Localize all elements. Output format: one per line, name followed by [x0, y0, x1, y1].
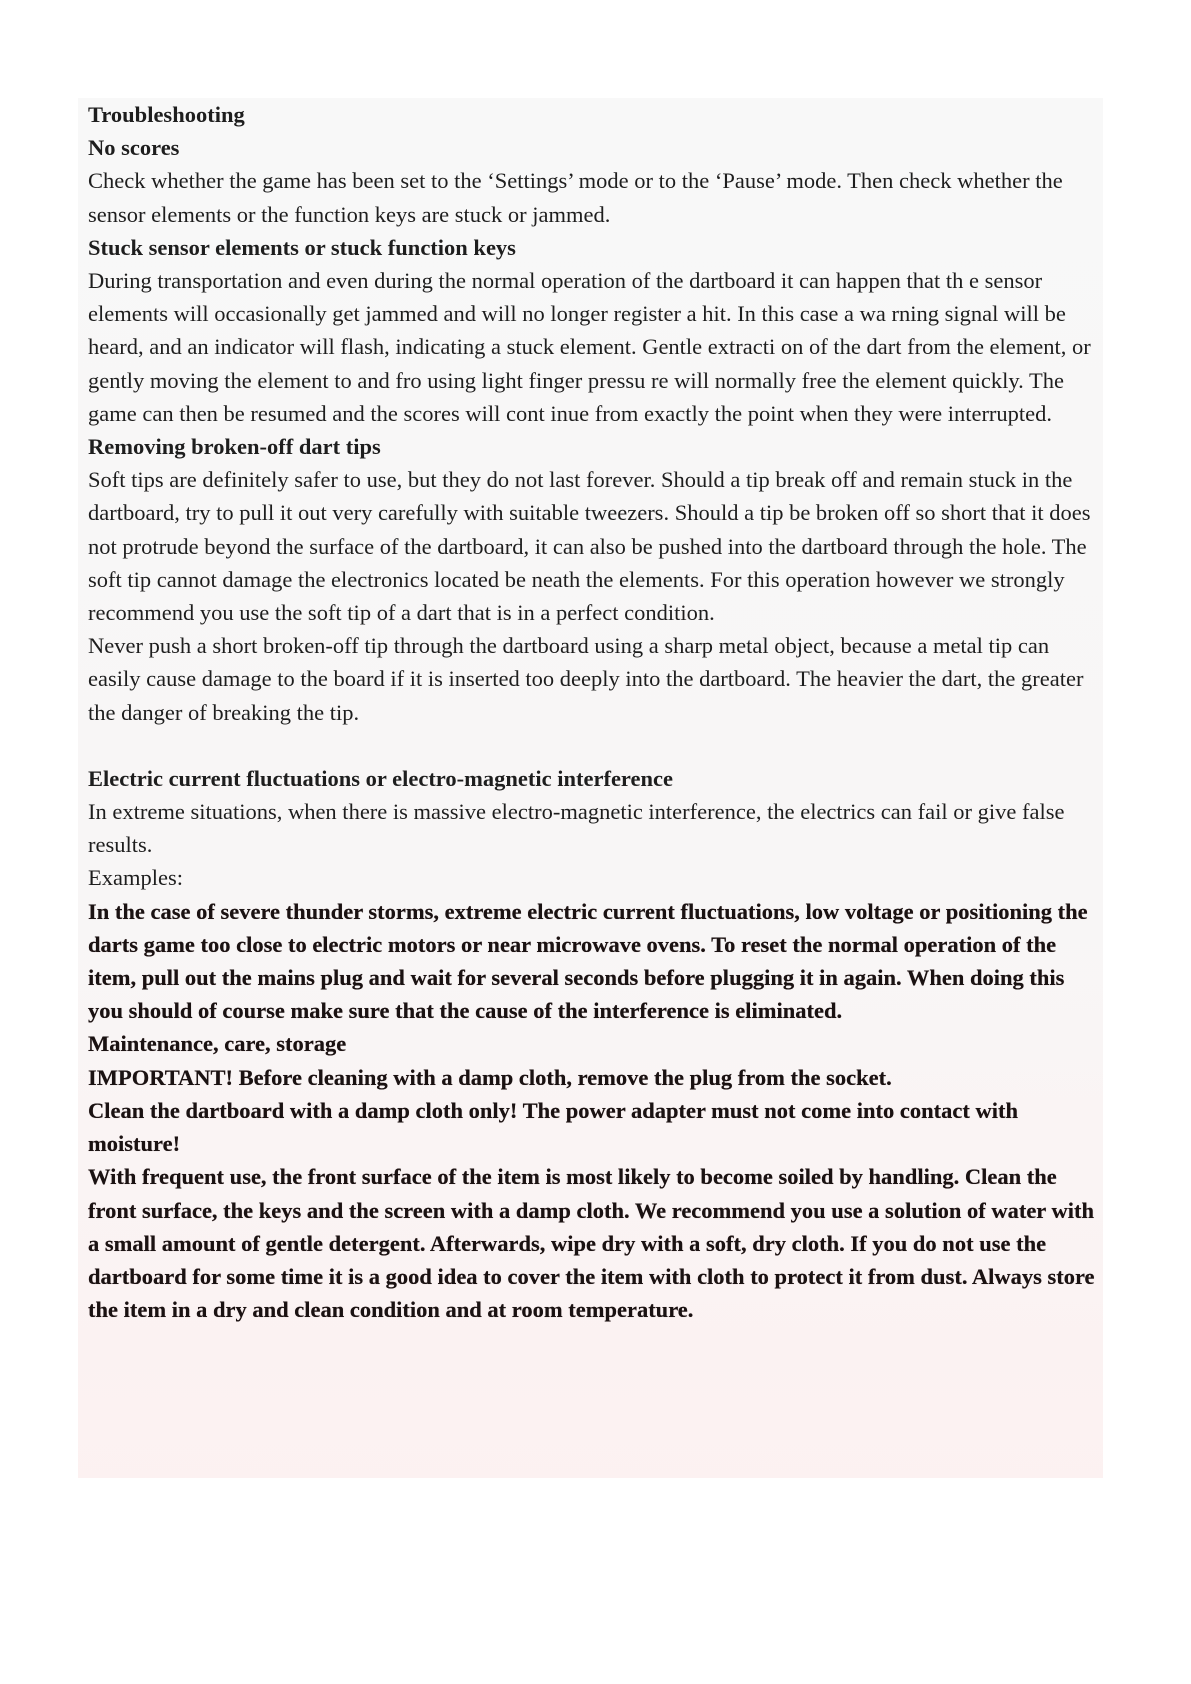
page-content — [88, 98, 1098, 1326]
heading-stuck-sensor: Stuck sensor elements or stuck function keys — [88, 234, 516, 260]
heading-maintenance: Maintenance, care, storage — [88, 1031, 347, 1057]
heading-no-scores: No scores — [88, 135, 180, 161]
para-broken-tips-2: Never push a short broken-off tip through the dartboard using a sharp metal object, because a metal tip can easily cause damage to the board if it is inserted too deeply into the dartboard. The heavier the dart, the greater the danger of breaking the tip. — [88, 633, 1084, 725]
manual-page — [88, 98, 1098, 1326]
heading-electric-fluctuations: Electric current fluctuations or electro-magnetic interference — [88, 765, 673, 791]
para-stuck-sensor: During transportation and even during the normal operation of the dartboard it can happen that th e sensor elements will occasionally get jammed and will no longer register a hit. In this case a wa rning signal will be heard, and an indicator will flash, indicating a stuck element. Gentle extracti on of the dart from the element, or gently moving the element to and fro using light finger pressu re will normally free the element quickly. The game can then be resumed and the scores will cont inue from exactly the point when they were interrupted. — [88, 268, 1091, 426]
heading-broken-tips: Removing broken-off dart tips — [88, 434, 381, 460]
para-maintenance-frequent: With frequent use, the front surface of the item is most likely to become soiled by handling. Clean the front surface, the keys and the screen with a damp cloth. We recommend you use a solution of water with a small amount of gentle detergent. Afterwards, wipe dry with a soft, dry cloth. If you do not use the dartboard for some time it is a good idea to cover the item with cloth to protect it from dust. Always store the item in a dry and clean condition and at room temperature. — [88, 1164, 1095, 1323]
para-maintenance-clean: Clean the dartboard with a damp cloth only! The power adapter must not come into contact with moisture! — [88, 1097, 1019, 1157]
para-electric-1: In extreme situations, when there is massive electro-magnetic interference, the electrics can fail or give false results. — [88, 799, 1065, 858]
heading-troubleshooting: Troubleshooting — [88, 102, 245, 127]
para-broken-tips-1: Soft tips are definitely safer to use, but they do not last forever. Should a tip break off and remain stuck in the dartboard, try to pull it out very carefully with suitable tweezers. Should a tip be broken off so short that it does not protrude beyond the surface of the dartboard, it can also be pushed into the dartboard through the hole. The soft tip cannot damage the electronics located be neath the elements. For this operation however we strongly recommend you use the soft tip of a dart that is in a perfect condition. — [88, 467, 1091, 626]
para-electric-examples: Examples: — [88, 865, 183, 891]
para-maintenance-important: IMPORTANT! Before cleaning with a damp cloth, remove the plug from the socket. — [88, 1064, 892, 1090]
section-spacer — [88, 729, 1098, 762]
para-no-scores: Check whether the game has been set to the ‘Settings’ mode or to the ‘Pause’ mode. Then check whether the sensor elements or the function keys are stuck or jammed. — [88, 168, 1063, 227]
para-electric-2: In the case of severe thunder storms, extreme electric current fluctuations, low voltage or positioning the darts game too close to electric motors or near microwave ovens. To reset the normal operation of the item, pull out the mains plug and wait for several seconds before plugging it in again. When doing this you should of course make sure that the cause of the interference is eliminated. — [88, 898, 1088, 1024]
